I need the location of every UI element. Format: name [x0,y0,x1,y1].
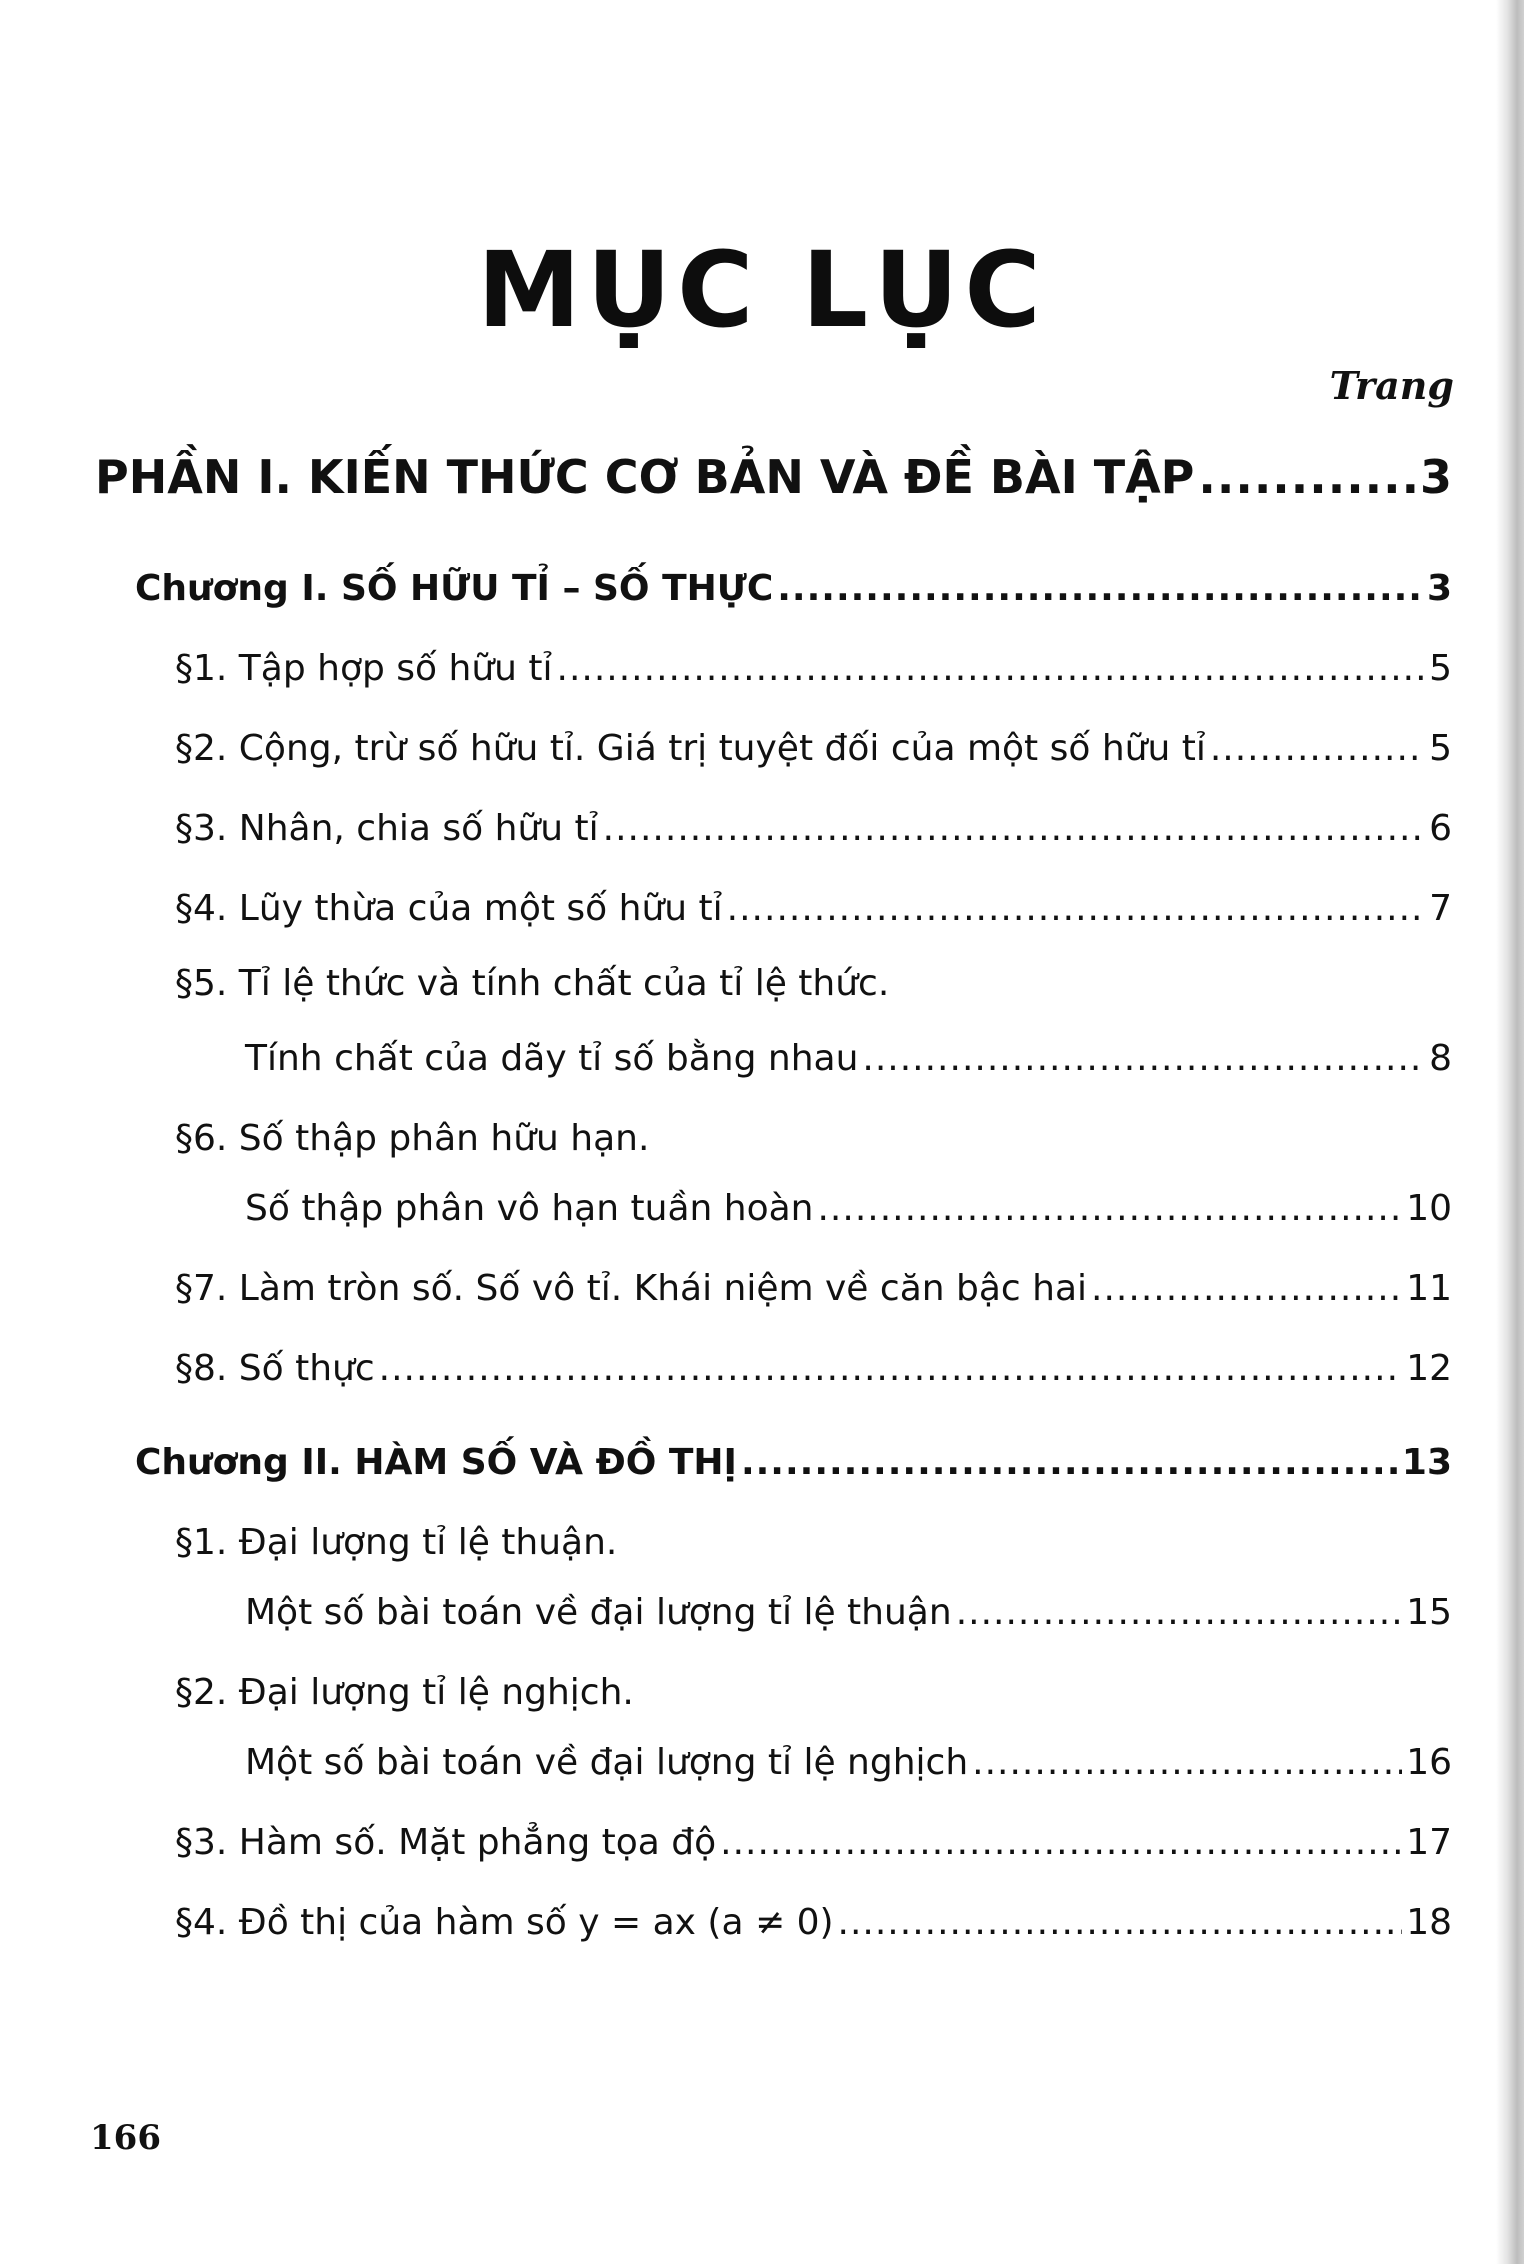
toc-section-continuation: Tính chất của dãy tỉ số bằng nhau [245,1038,859,1079]
toc-page-number: 8 [1429,1038,1452,1079]
toc-section-1-8[interactable] [175,1343,1452,1395]
toc-chapter-2[interactable] [135,1437,1452,1489]
toc-section-1-7[interactable] [175,1263,1452,1315]
toc-section-label: §8. Số thực [175,1348,375,1389]
toc-chapter-label: Chương I. SỐ HỮU TỈ – SỐ THỰC [135,568,774,609]
toc-page-number: 3 [1419,450,1452,504]
toc-section-2-1[interactable] [245,1587,1452,1639]
toc-page-number: 6 [1429,808,1452,849]
toc-page-number: 13 [1401,1442,1452,1483]
toc-section-1-5-heading[interactable]: §5. Tỉ lệ thức và tính chất của tỉ lệ thức. [175,963,890,1004]
toc-section-1-3[interactable] [175,803,1452,855]
page-title: MỤC LỤC [477,229,1047,351]
toc-page-number: 3 [1426,568,1452,609]
toc-section-label: §4. Đồ thị của hàm số y = ax (a ≠ 0) [175,1902,834,1943]
dot-leader [379,1343,1403,1395]
dot-leader [1091,1263,1402,1315]
toc-section-label: §3. Nhân, chia số hữu tỉ [175,808,599,849]
dot-leader [557,643,1426,695]
dot-leader [727,883,1425,935]
toc-page-number: 11 [1406,1268,1452,1309]
toc-section-1-5[interactable] [245,1033,1452,1085]
toc-page-number: 15 [1406,1592,1452,1633]
toc-page-number: 18 [1406,1902,1452,1943]
toc-page-number: 5 [1429,648,1452,689]
toc-section-1-6[interactable] [245,1183,1452,1235]
toc-section-label: §7. Làm tròn số. Số vô tỉ. Khái niệm về căn bậc hai [175,1268,1088,1309]
dot-leader [817,1183,1402,1235]
dot-leader [603,803,1425,855]
dot-leader [741,1437,1398,1489]
toc-page-number: 10 [1406,1188,1452,1229]
toc-section-1-6-heading[interactable]: §6. Số thập phân hữu hạn. [175,1118,650,1159]
page-column-label: Trang [1329,363,1454,408]
toc-page-number: 5 [1429,728,1452,769]
dot-leader [956,1587,1403,1639]
dot-leader [1210,723,1425,775]
dot-leader [720,1817,1402,1869]
toc-chapter-label: Chương II. HÀM SỐ VÀ ĐỒ THỊ [135,1442,737,1483]
toc-section-2-2[interactable] [245,1737,1452,1789]
dot-leader [777,563,1423,615]
toc-section-continuation: Một số bài toán về đại lượng tỉ lệ thuận [245,1592,952,1633]
dot-leader [862,1033,1425,1085]
toc-section-2-2-heading[interactable]: §2. Đại lượng tỉ lệ nghịch. [175,1672,634,1713]
dot-leader [838,1897,1403,1949]
toc-section-label: §1. Tập hợp số hữu tỉ [175,648,553,689]
toc-section-1-2[interactable] [175,723,1452,775]
toc-section-label: §3. Hàm số. Mặt phẳng tọa độ [175,1822,717,1863]
toc-section-2-3[interactable] [175,1817,1452,1869]
toc-section-label: §2. Cộng, trừ số hữu tỉ. Giá trị tuyệt đối của một số hữu tỉ [175,728,1206,769]
toc-chapter-1[interactable] [135,563,1452,615]
toc-section-1-4[interactable] [175,883,1452,935]
dot-leader [1198,445,1416,509]
toc-page-number: 7 [1429,888,1452,929]
toc-section-label: §4. Lũy thừa của một số hữu tỉ [175,888,723,929]
toc-section-2-1-heading[interactable]: §1. Đại lượng tỉ lệ thuận. [175,1522,618,1563]
toc-page-number: 12 [1406,1348,1452,1389]
toc-section-continuation: Số thập phân vô hạn tuần hoàn [245,1188,814,1229]
toc-section-1-1[interactable] [175,643,1452,695]
toc-part-1[interactable] [95,445,1452,509]
toc-page-number: 16 [1406,1742,1452,1783]
footer-page-number: 166 [90,2118,161,2158]
toc-part-label: PHẦN I. KIẾN THỨC CƠ BẢN VÀ ĐỀ BÀI TẬP [95,450,1195,504]
toc-section-continuation: Một số bài toán về đại lượng tỉ lệ nghịch [245,1742,969,1783]
toc-section-2-4[interactable] [175,1897,1452,1949]
toc-page-number: 17 [1406,1822,1452,1863]
dot-leader [972,1737,1402,1789]
